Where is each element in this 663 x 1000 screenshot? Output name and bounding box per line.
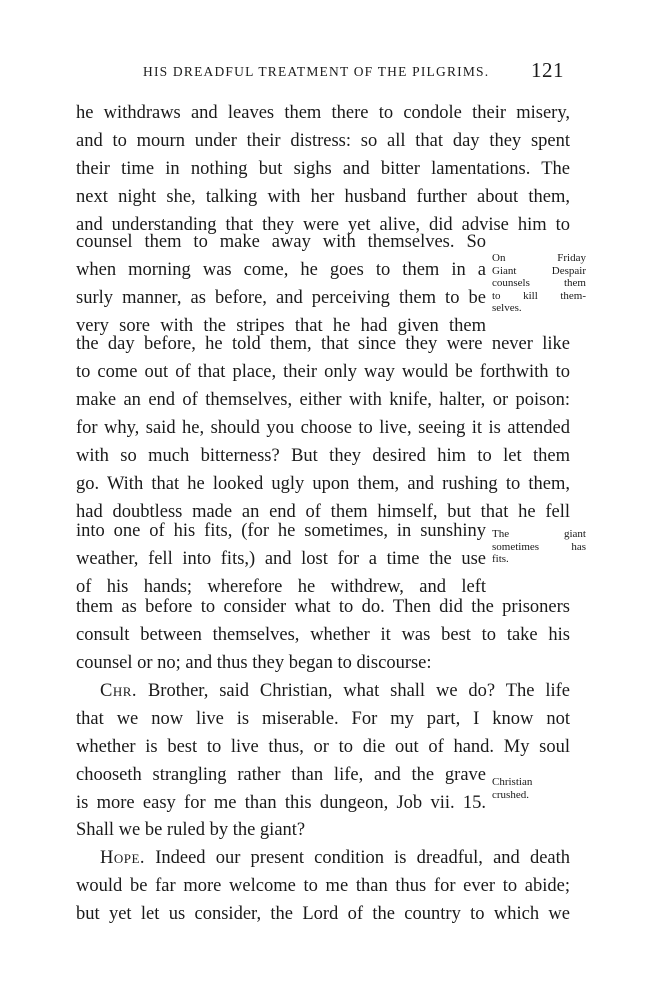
text-line: next night she, talking with her husband further about them, [76, 187, 570, 207]
text-line: he withdraws and leaves them there to condole their misery, [76, 103, 570, 123]
text-line: weather, fell into fits,) and lost for a time the use [76, 549, 486, 569]
speech-text: Indeed our present condition is dreadful, and death [155, 848, 571, 868]
text-line: and understanding that they were yet alive, did advise him to [76, 215, 570, 235]
text-line: go. With that he looked ugly upon them, and rushing to them, [76, 474, 570, 494]
side-note-line: On Friday [492, 252, 586, 264]
text-line: the day before, he told them, that since they were never like [76, 334, 570, 354]
side-note-line: selves. [492, 302, 522, 314]
side-note-line: fits. [492, 553, 509, 565]
text-line: with so much bitterness? But they desired him to let them [76, 446, 570, 466]
speech-text: Brother, said Christian, what shall we do? The life [147, 681, 571, 701]
speech-line [100, 848, 570, 869]
text-line: very sore with the stripes that he had given them [76, 316, 486, 336]
text-line: but yet let us consider, the Lord of the country to which we [76, 904, 570, 924]
text-line: chooseth strangling rather than life, and the grave [76, 765, 486, 785]
text-line: counsel or no; and thus they began to discourse: [76, 653, 432, 673]
side-note-line: The giant [492, 528, 586, 540]
page-number: 121 [531, 58, 564, 82]
side-note-line: sometimes has [492, 540, 586, 553]
text-line: that we now live is miserable. For my part, I know not [76, 709, 570, 729]
side-note-line: counsels them [492, 277, 586, 289]
side-note-giant-fits [492, 528, 586, 566]
text-line: make an end of themselves, either with knife, halter, or poison: [76, 390, 570, 410]
text-line: to come out of that place, their only way would be forthwith to [76, 362, 570, 382]
text-line: when morning was come, he goes to them in a [76, 260, 486, 280]
text-line: whether is best to live thus, or to die out of hand. My soul [76, 737, 570, 757]
running-title: HIS DREADFUL TREATMENT OF THE PILGRIMS. [143, 64, 490, 79]
side-note-line: Giant Despair [492, 264, 586, 277]
text-line: would be far more welcome to me than thus for ever to abide; [76, 876, 570, 896]
text-line: counsel them to make away with themselves. So [76, 232, 486, 252]
text-line: and to mourn under their distress: so all that day they spent [76, 131, 570, 151]
speaker-label: Chr. [100, 681, 138, 701]
speech-line [100, 681, 570, 702]
side-note-christian-crushed [492, 776, 586, 801]
side-note-line: Christian [492, 776, 533, 788]
text-line: their time in nothing but sighs and bitter lamentations. The [76, 159, 570, 179]
side-note-line: crushed. [492, 788, 529, 801]
text-line: them as before to consider what to do. Then did the prisoners [76, 597, 570, 617]
text-line: for why, said he, should you choose to live, seeing it is attended [76, 418, 570, 438]
text-line: had doubtless made an end of them himself, but that he fell [76, 502, 570, 522]
text-line: into one of his fits, (for he sometimes, in sunshiny [76, 521, 486, 541]
text-line: of his hands; wherefore he withdrew, and left [76, 577, 486, 597]
text-line: surly manner, as before, and perceiving them to be [76, 288, 486, 308]
text-line: consult between themselves, whether it was best to take his [76, 625, 570, 645]
side-note-line: to kill them- [492, 289, 586, 302]
speaker-label: Hope. [100, 848, 146, 868]
side-note-giant-despair [492, 252, 586, 315]
text-line: Shall we be ruled by the giant? [76, 820, 306, 840]
text-line: is more easy for me than this dungeon, Job vii. 15. [76, 793, 486, 813]
